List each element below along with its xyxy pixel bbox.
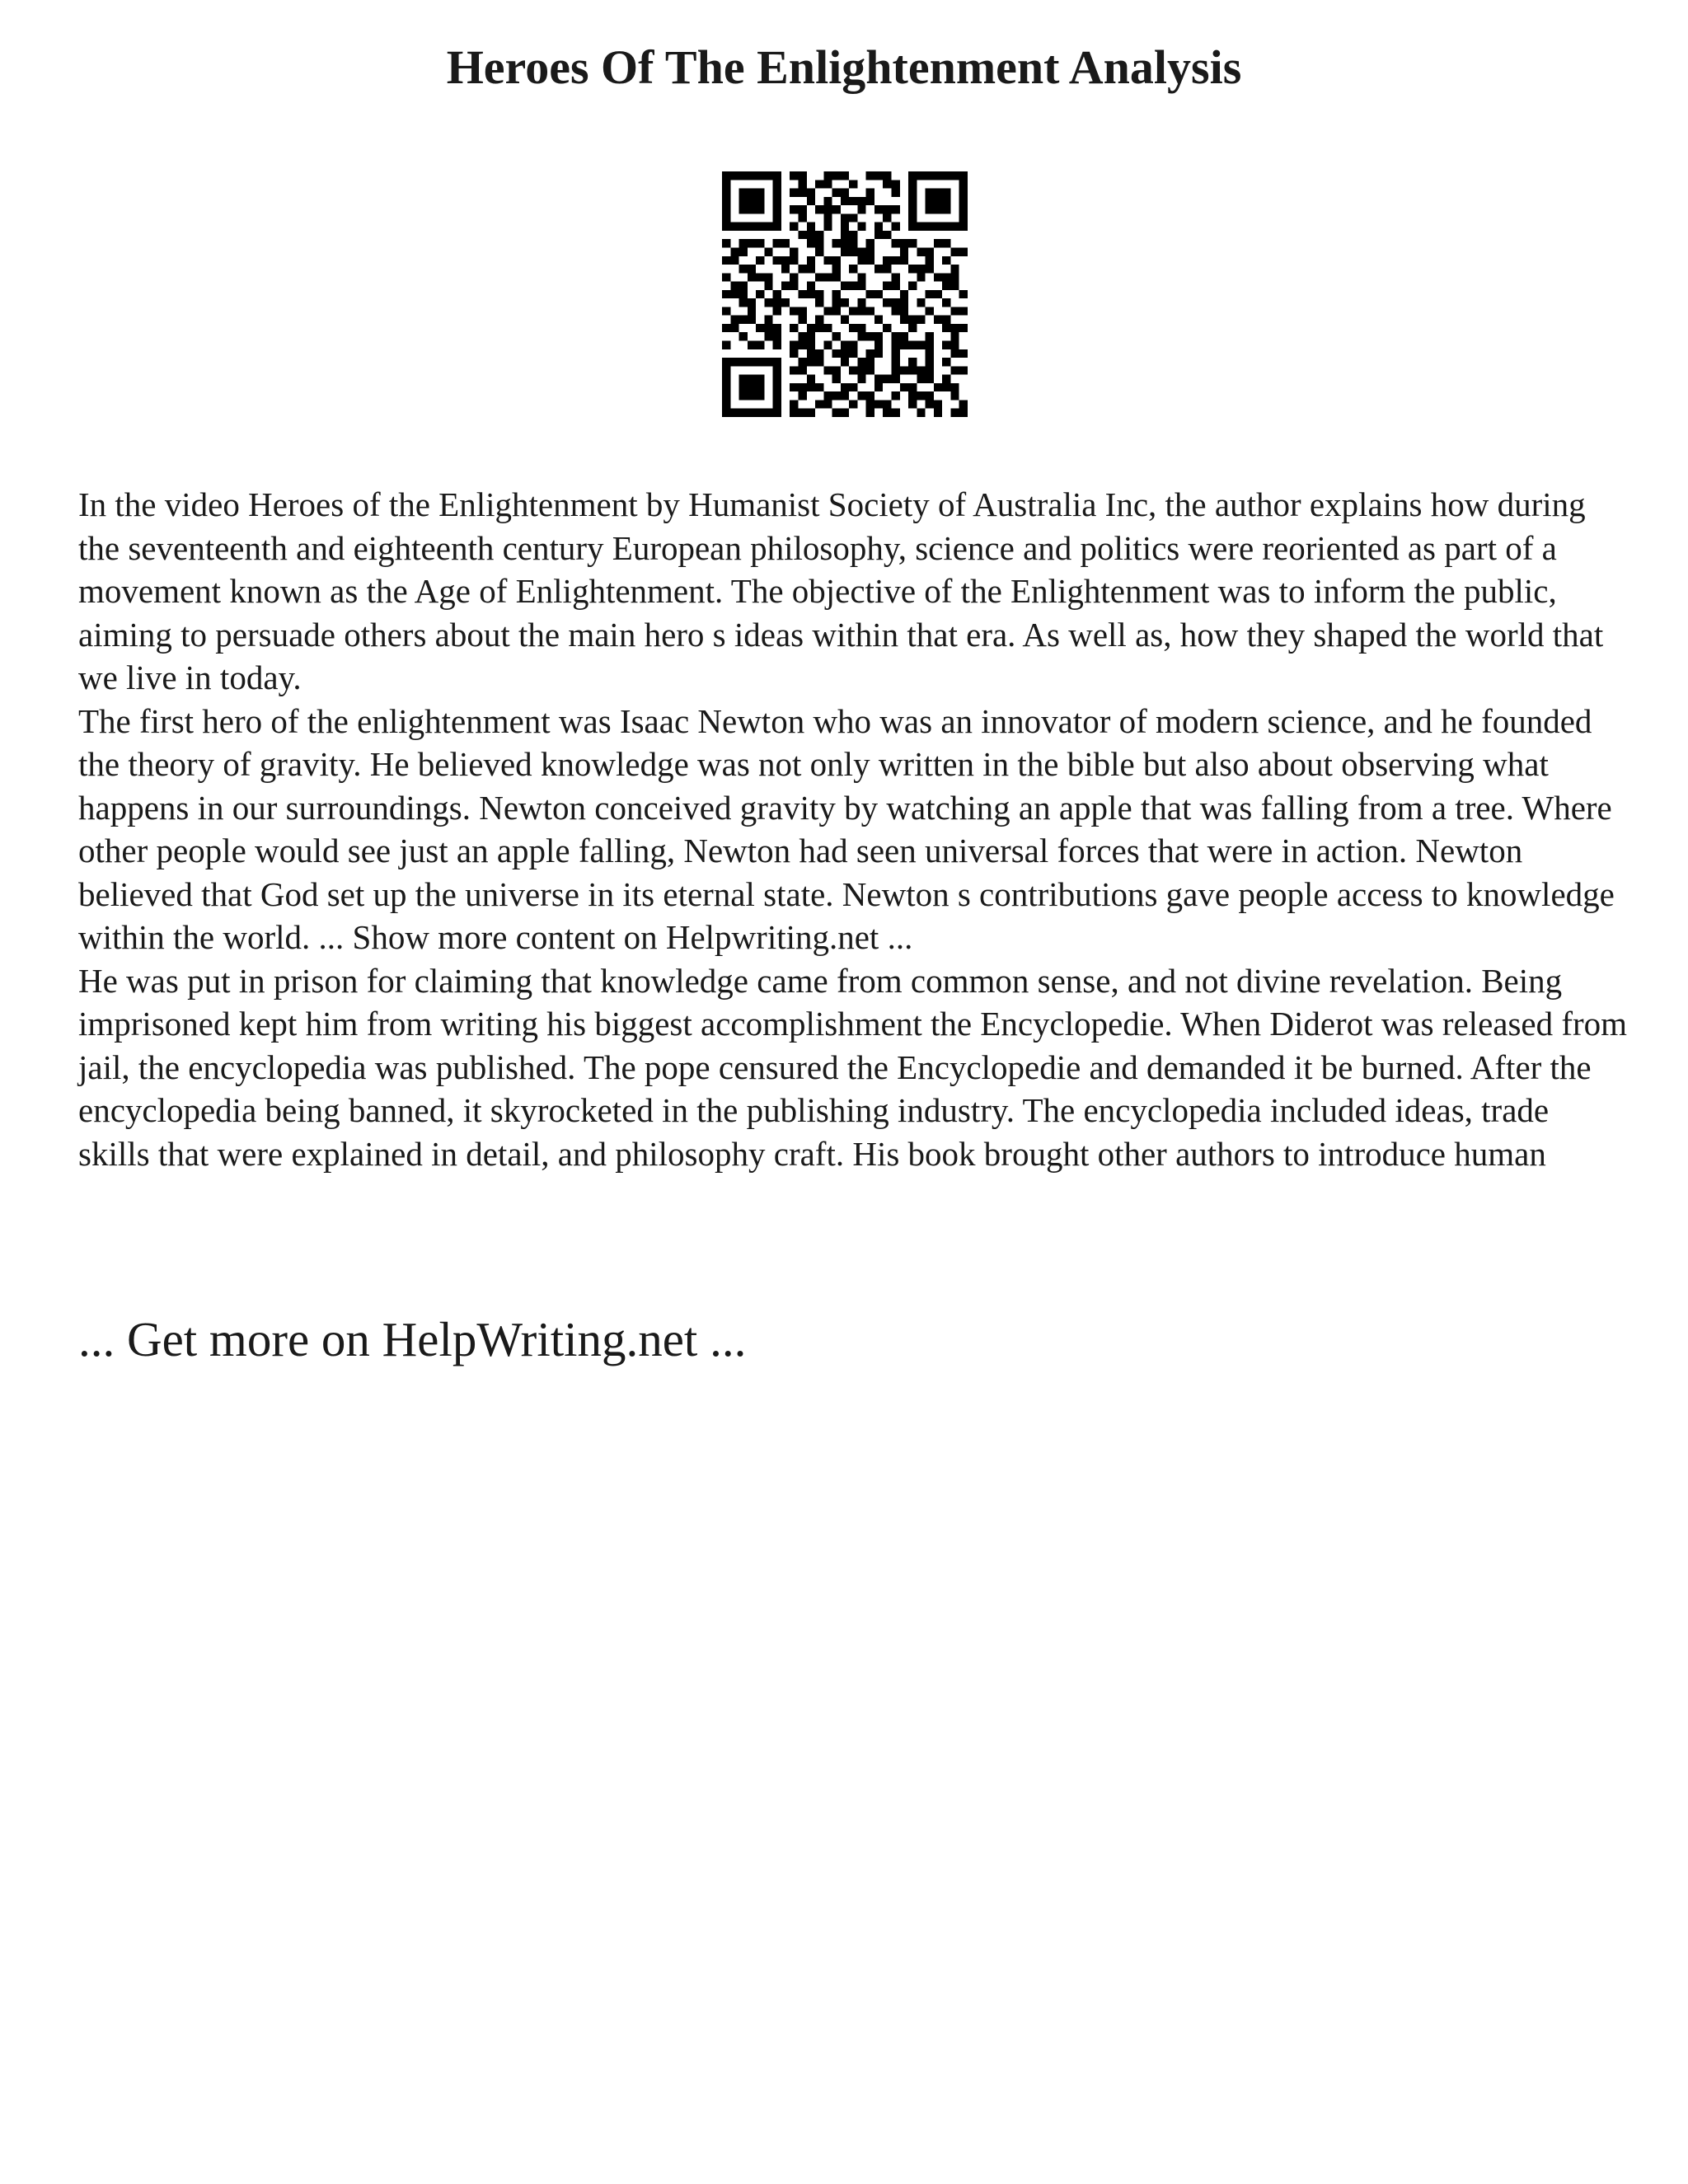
qr-code-graphic xyxy=(722,171,968,417)
document-title: Heroes Of The Enlightenment Analysis xyxy=(446,40,1242,94)
qr-code-icon xyxy=(722,171,968,417)
paragraph-intro: In the video Heroes of the Enlightenment by Humanist Society of Australia Inc, the author explains how during the seventeenth and eighteenth century European philosophy, science and politics were reoriented as part of a movement known as the Age of Enlightenment. The objective of the Enlightenment was to inform the public, aiming to persuade others about the main hero s ideas within that era. As well as, how they shaped the world that we live in today. xyxy=(78,485,1604,696)
get-more-link[interactable]: ... Get more on HelpWriting.net ... xyxy=(78,1312,747,1366)
paragraph-diderot: He was put in prison for claiming that knowledge came from common sense, and not divine revelation. Being imprisoned kept him from writing his biggest accomplishment the Encyclopedie. When Diderot was released from jail, the encyclopedia was published. The pope censured the Encyclopedie and demanded it be burned. After the encyclopedia being banned, it skyrocketed in the publishing industry. The encyclopedia included ideas, trade skills that were explained in detail, and philosophy craft. His book brought other authors to introduce human xyxy=(78,961,1628,1173)
document-body xyxy=(78,483,1628,1175)
paragraph-newton: The first hero of the enlightenment was Isaac Newton who was an innovator of modern science, and he founded the theory of gravity. He believed knowledge was not only written in the bible but also about observing what happens in our surroundings. Newton conceived gravity by watching an apple that was falling from a tree. Where other people would see just an apple falling, Newton had seen universal forces that were in action. Newton believed that God set up the universe in its eternal state. Newton s contributions gave people access to knowledge within the world. ... Show more content on Helpwriting.net ... xyxy=(78,701,1615,956)
